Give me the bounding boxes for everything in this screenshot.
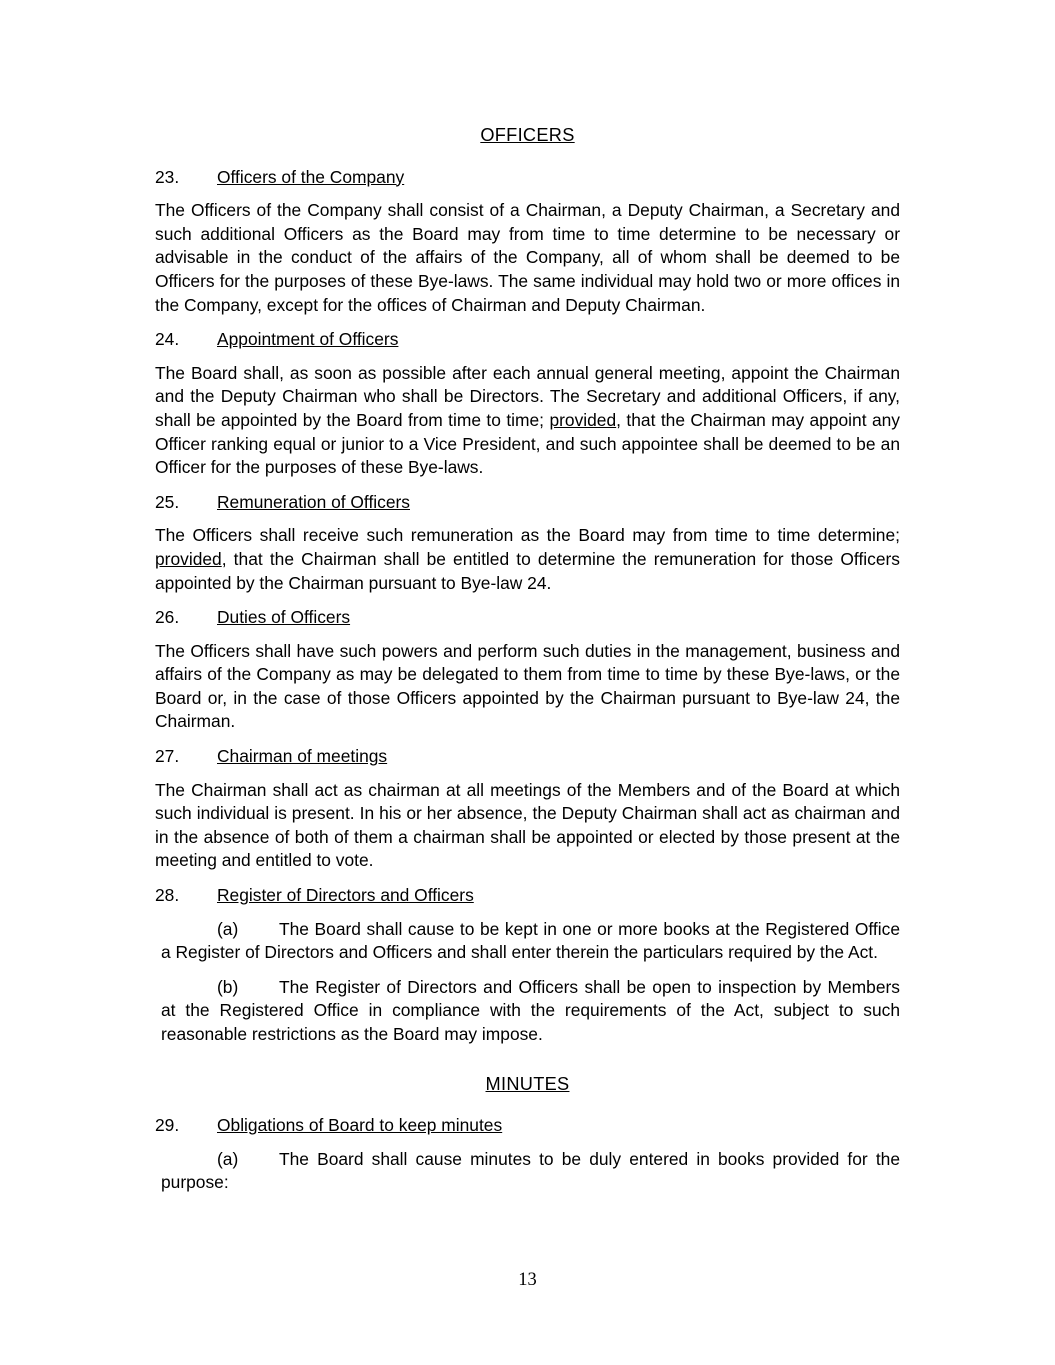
- body-emphasis: provided: [549, 409, 617, 430]
- item-number: 28.: [155, 885, 180, 906]
- item-heading: Remuneration of Officers: [217, 491, 410, 512]
- item-heading: Officers of the Company: [217, 166, 405, 187]
- item-25-title: [155, 491, 900, 515]
- subparagraph-label: (a): [217, 1148, 239, 1169]
- item-heading: Duties of Officers: [217, 607, 351, 628]
- item-heading: Register of Directors and Officers: [217, 885, 474, 906]
- body-text: , that the Chairman may appoint any Officer ranking equal or junior to a Vice President, and such appointee shall be deemed to be an Officer for the purposes of these Bye-laws.: [155, 409, 900, 478]
- item-28-subparagraph-b: [161, 976, 900, 1047]
- body-text: , that the Chairman shall be entitled to determine the remuneration for those Officers appointed by the Chairman pursuant to Bye-law 24.: [155, 548, 900, 593]
- item-25-body: [155, 524, 900, 595]
- item-number: 25.: [155, 491, 180, 512]
- item-number: 23.: [155, 166, 180, 187]
- subparagraph-text: The Board shall cause to be kept in one or more books at the Registered Office a Register of Directors and Officers and shall enter therein the particulars required by the Act.: [161, 918, 900, 963]
- subparagraph-text: The Register of Directors and Officers shall be open to inspection by Members at the Registered Office in compliance with the requirements of the Act, subject to such reasonable restrictions as the Board may impose.: [161, 976, 900, 1044]
- body-text: The Board shall, as soon as possible after each annual general meeting, appoint the Chairman and the Deputy Chairman who shall be Directors. The Secretary and additional Officers, if any, shall be appointed by the Board from time to time;: [155, 362, 900, 430]
- item-29-subparagraph-a: [161, 1148, 900, 1195]
- item-28-title: [155, 884, 900, 908]
- item-number: 27.: [155, 746, 180, 767]
- item-23-body: The Officers of the Company shall consist of a Chairman, a Deputy Chairman, a Secretary and such additional Officers as the Board may from time to time determine to be necessary or advisable in the conduct of the affairs of the Company, all of whom shall be deemed to be Officers for the purposes of these Bye-laws. The same individual may hold two or more offices in the Company, except for the offices of Chairman and Deputy Chairman.: [155, 200, 900, 315]
- item-23-title: [155, 166, 900, 190]
- item-26-body: The Officers shall have such powers and perform such duties in the management, business and affairs of the Company as may be delegated to them from time to time by these Bye-laws, or the Board or, in the case of those Officers appointed by the Chairman pursuant to Bye-law 24, the Chairman.: [155, 640, 900, 732]
- body-text: The Officers shall receive such remuneration as the Board may from time to time determine;: [155, 525, 900, 546]
- item-number: 29.: [155, 1115, 180, 1136]
- item-26-title: [155, 606, 900, 630]
- item-28-subparagraph-a: [161, 918, 900, 965]
- item-24-body: [155, 362, 900, 480]
- item-29-title: [155, 1114, 900, 1138]
- document-page: [155, 124, 900, 1206]
- item-heading: Appointment of Officers: [217, 329, 399, 350]
- subparagraph-label: (a): [217, 918, 239, 939]
- subparagraph-label: (b): [217, 976, 239, 997]
- page-number: 13: [518, 1270, 537, 1290]
- item-27-body: The Chairman shall act as chairman at all meetings of the Members and of the Board at which such individual is present. In his or her absence, the Deputy Chairman shall act as chairman and in the absence of both of them a chairman shall be appointed or elected by those present at the meeting and entitled to vote.: [155, 779, 900, 871]
- subparagraph-text: The Board shall cause minutes to be duly entered in books provided for the purpose:: [161, 1148, 900, 1193]
- section-heading-officers: OFFICERS: [480, 125, 575, 145]
- item-heading: Obligations of Board to keep minutes: [217, 1115, 503, 1136]
- section-heading-minutes: MINUTES: [485, 1073, 570, 1094]
- item-24-title: [155, 328, 900, 352]
- body-emphasis: provided: [155, 548, 222, 569]
- item-27-title: [155, 745, 900, 769]
- item-number: 24.: [155, 329, 180, 350]
- item-number: 26.: [155, 607, 180, 628]
- item-heading: Chairman of meetings: [217, 746, 388, 767]
